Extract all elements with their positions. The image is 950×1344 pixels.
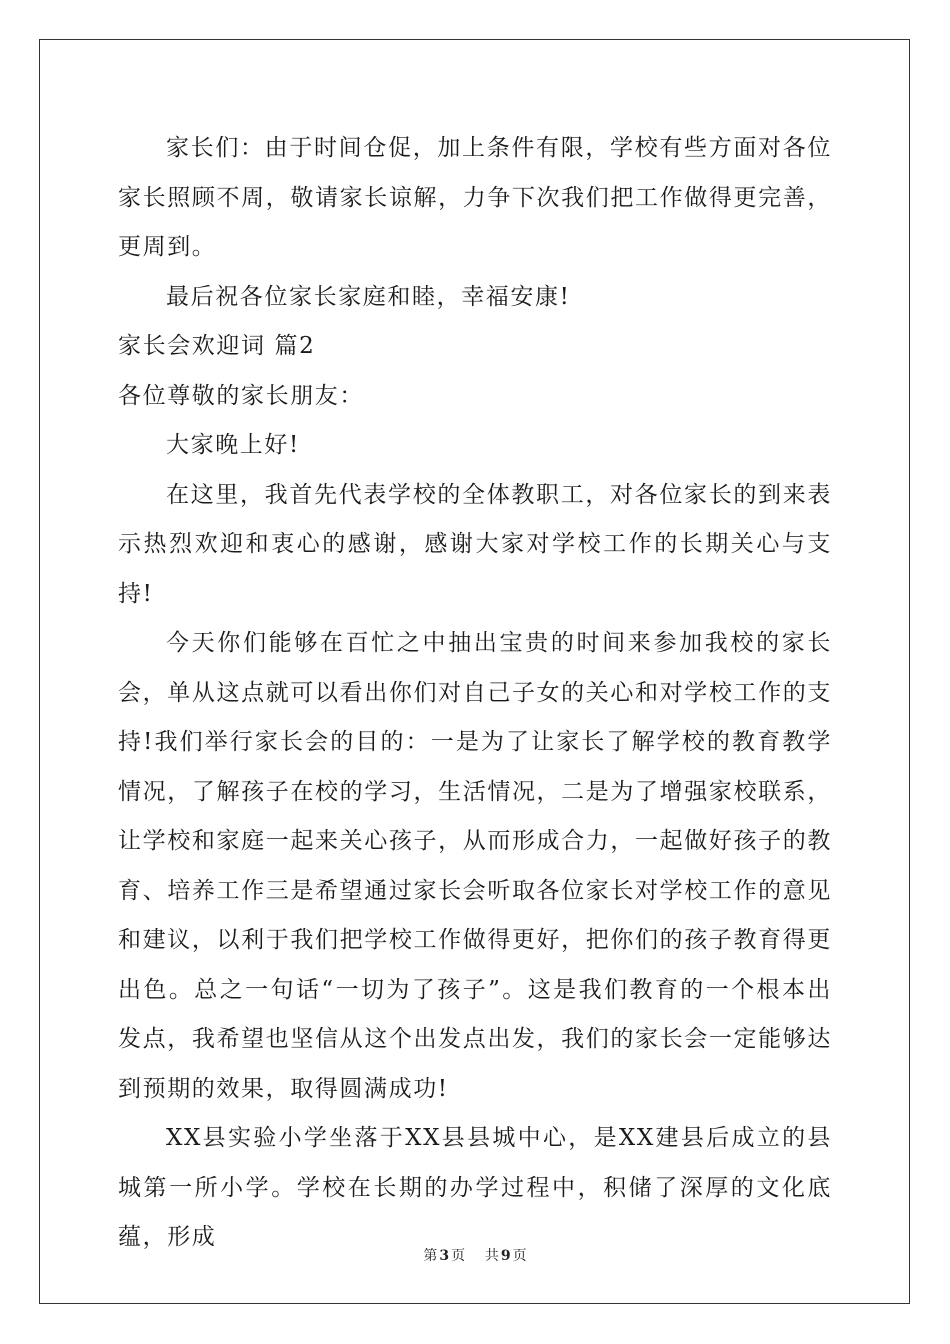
paragraph-school-intro: XX县实验小学坐落于XX县县城中心，是XX建县后成立的县城第一所小学。学校在长期的办学过程中，积储了深厚的文化底蕴，形成 xyxy=(118,1125,832,1250)
paragraph-apology: 家长们：由于时间仓促，加上条件有限，学校有些方面对各位家长照顾不周，敬请家长谅解，力争下次我们把工作做得更完善，更周到。 xyxy=(118,135,832,260)
paragraph-purpose: 今天你们能够在百忙之中抽出宝贵的时间来参加我校的家长会，单从这点就可以看出你们对自己子女的关心和对学校工作的支持!我们举行家长会的目的：一是为了让家长了解学校的教育教学情况，了解孩子在校的学习，生活情况，二是为了增强家校联系，让学校和家庭一起来关心孩子，从而形成合力，一起做好孩子的教育、培养工作三是希望通过家长会听取各位家长对学校工作的意见和建议，以利于我们把学校工作做得更好，把你们的孩子教育得更出色。总之一句话“一切为了孩子”。这是我们教育的一个根本出发点，我希望也坚信从这个出发点出发，我们的家长会一定能够达到预期的效果，取得圆满成功! xyxy=(118,630,832,1102)
page-total: 9 xyxy=(500,1248,511,1264)
paragraph-wishes: 最后祝各位家长家庭和睦，幸福安康! xyxy=(166,283,571,310)
document-body xyxy=(118,124,832,1263)
paragraph-welcome: 在这里，我首先代表学校的全体教职工，对各位家长的到来表示热烈欢迎和衷心的感谢，感谢大家对学校工作的长期关心与支持! xyxy=(118,481,832,607)
section-heading: 家长会欢迎词 篇2 xyxy=(118,333,316,359)
page-prefix: 第 xyxy=(423,1248,438,1264)
page-footer xyxy=(0,1245,950,1265)
page-suffix: 页 xyxy=(451,1248,466,1264)
total-prefix: 共 xyxy=(484,1248,499,1264)
paragraph-greeting: 大家晚上好! xyxy=(166,432,300,458)
salutation: 各位尊敬的家长朋友： xyxy=(118,382,364,409)
page-current: 3 xyxy=(439,1248,450,1264)
total-suffix: 页 xyxy=(512,1248,527,1264)
